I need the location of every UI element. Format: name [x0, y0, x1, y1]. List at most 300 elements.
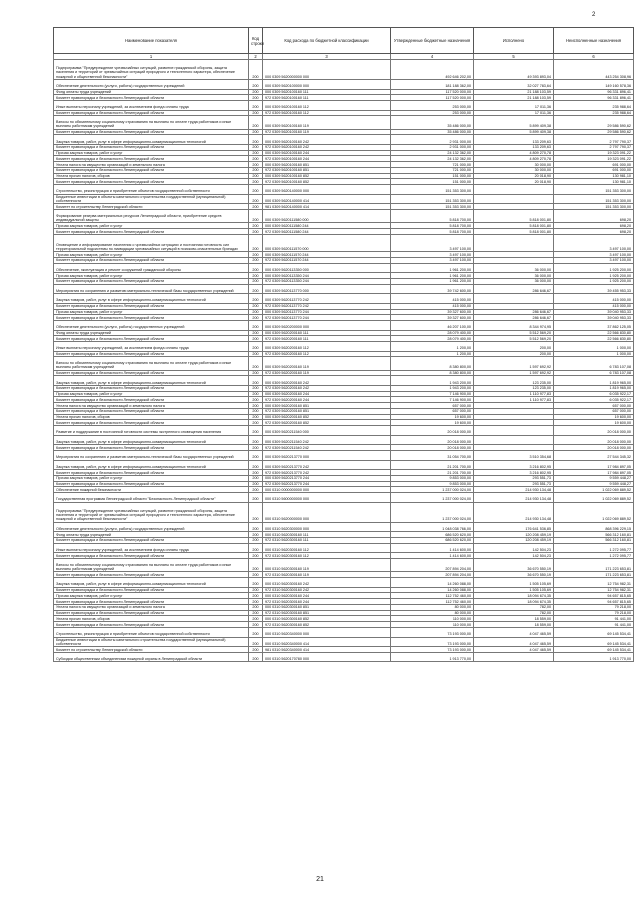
row-classification: 000 0309 5620200160 112 — [263, 342, 391, 352]
row-approved: 80 000,00 — [391, 610, 474, 616]
row-executed: 200,00 — [474, 351, 554, 357]
row-line-code: 200 — [249, 263, 263, 273]
row-unexecuted: 1 000,00 — [554, 342, 634, 352]
row-executed: 4 047 465,59 — [474, 637, 554, 647]
row-classification: 000 0309 5620100160 852 — [263, 173, 391, 179]
row-classification: 000 0309 5620200160 852 — [263, 414, 391, 420]
row-executed: 18 559,00 — [474, 616, 554, 622]
row-unexecuted: 657 000,00 — [554, 408, 634, 414]
row-line-code: 200 — [249, 616, 263, 622]
row-classification: 972 0310 5620300160 851 — [263, 610, 391, 616]
row-approved: 7 146 900,00 — [391, 397, 474, 403]
row-executed — [474, 234, 554, 251]
row-unexecuted: 151 353 300,00 — [554, 204, 634, 210]
row-classification: 000 0309 5620200160 111 — [263, 330, 391, 336]
row-approved: 31 054 700,00 — [391, 451, 474, 461]
table-row — [54, 543, 634, 553]
row-name: Иные выплаты персоналу учреждений, за исключением фонда оплаты труда — [54, 342, 249, 352]
header-line-code: Код строки — [249, 28, 263, 54]
row-executed: 1 505 105,69 — [474, 587, 554, 593]
row-executed: 123 235,00 — [474, 385, 554, 391]
row-unexecuted: 1 819 965,00 — [554, 385, 634, 391]
row-line-code: 200 — [249, 156, 263, 162]
row-executed: 1 597 692,92 — [474, 357, 554, 370]
row-name: Комитет правопорядка и безопасности Ленинградской области — [54, 156, 249, 162]
row-line-code: 200 — [249, 397, 263, 403]
row-classification: 972 0310 5620300160 112 — [263, 553, 391, 559]
row-approved: 151 353 300,00 — [391, 204, 474, 210]
row-name: Фонд оплаты труда учреждений — [54, 89, 249, 95]
row-line-code: 200 — [249, 502, 263, 522]
row-line-code: 200 — [249, 80, 263, 90]
row-executed: 1 110 977,83 — [474, 397, 554, 403]
col-number: 4 — [391, 54, 474, 60]
row-executed: 17 011,36 — [474, 101, 554, 111]
row-classification: 972 0309 5620111570 244 — [263, 257, 391, 263]
row-executed: 142 504,23 — [474, 543, 554, 553]
row-name: Комитет правопорядка и безопасности Ленинградской области — [54, 622, 249, 628]
row-executed: 18 094 674,35 — [474, 599, 554, 605]
row-unexecuted: 151 353 300,00 — [554, 194, 634, 204]
row-line-code: 200 — [249, 210, 263, 223]
row-approved: 9 853 000,00 — [391, 481, 474, 487]
row-line-code: 200 — [249, 376, 263, 386]
row-executed: 3 216 802,95 — [474, 470, 554, 476]
row-line-code: 200 — [249, 553, 263, 559]
row-unexecuted: 22 566 830,80 — [554, 330, 634, 336]
row-executed: 21 188 103,59 — [474, 95, 554, 101]
row-classification: 972 0309 5620200160 851 — [263, 408, 391, 414]
row-unexecuted: 79 218,00 — [554, 610, 634, 616]
row-name: Прочая закупка товаров, работ и услуг — [54, 223, 249, 229]
row-executed: 293 551,73 — [474, 481, 554, 487]
row-unexecuted: 3 497 100,00 — [554, 257, 634, 263]
row-approved: 117 520 000,00 — [391, 95, 474, 101]
row-unexecuted: 3 497 100,00 — [554, 252, 634, 258]
row-classification: 972 0309 5620113350 244 — [263, 278, 391, 284]
row-approved: 151 353 300,00 — [391, 185, 474, 195]
row-approved: 2 931 000,00 — [391, 135, 474, 145]
row-executed: 782,00 — [474, 610, 554, 616]
row-line-code: 200 — [249, 487, 263, 493]
row-line-code: 200 — [249, 204, 263, 210]
row-unexecuted: 69 145 534,41 — [554, 627, 634, 637]
row-name: Подпрограмма "Предупреждение чрезвычайных ситуаций, развитие гражданской обороны, защита населения и территорий от чрезвычайных ситуаций природного и техногенного характера, обеспечение пожарной и общественной безопасности" — [54, 60, 249, 80]
row-unexecuted: 171 223 653,81 — [554, 572, 634, 578]
row-classification: 000 0309 5620111580 000 — [263, 210, 391, 223]
row-line-code: 200 — [249, 342, 263, 352]
row-line-code: 200 — [249, 357, 263, 370]
row-name: Уплата прочих налогов, сборов — [54, 616, 249, 622]
row-approved: 1 237 000 024,00 — [391, 502, 474, 522]
row-line-code: 200 — [249, 408, 263, 414]
row-unexecuted: 29 586 590,62 — [554, 116, 634, 129]
row-approved: 19 600,00 — [391, 414, 474, 420]
table-row — [54, 185, 634, 195]
row-line-code: 200 — [249, 637, 263, 647]
row-approved: 21 201 700,00 — [391, 460, 474, 470]
row-name: Комитет правопорядка и безопасности Ленинградской области — [54, 110, 249, 116]
row-line-code: 200 — [249, 538, 263, 544]
row-name: Комитет правопорядка и безопасности Ленинградской области — [54, 179, 249, 185]
table-row — [54, 627, 634, 637]
row-unexecuted: 1 925 200,00 — [554, 263, 634, 273]
row-name: Прочая закупка товаров, работ и услуг — [54, 391, 249, 397]
row-classification: 000 0310 5620300000 000 — [263, 522, 391, 532]
row-classification: 000 0310 5620300160 852 — [263, 616, 391, 622]
row-executed: 5 899 409,38 — [474, 116, 554, 129]
row-unexecuted: 20 018 000,00 — [554, 445, 634, 451]
row-classification: 981 0309 5620140000 414 — [263, 204, 391, 210]
row-unexecuted: 149 160 578,36 — [554, 80, 634, 90]
row-line-code: 200 — [249, 223, 263, 229]
row-unexecuted: 69 145 534,41 — [554, 647, 634, 653]
row-approved: 73 193 000,00 — [391, 627, 474, 637]
row-classification: 972 0309 5620211540 242 — [263, 445, 391, 451]
row-classification: 972 0310 5620300160 111 — [263, 538, 391, 544]
row-name: Формирование резерва материальных ресурсов Ленинградской области, приобретение средств индивидуальной защиты — [54, 210, 249, 223]
row-classification: 972 0310 5620300160 242 — [263, 587, 391, 593]
table-row — [54, 357, 634, 370]
row-classification: 972 0309 5620200160 852 — [263, 420, 391, 426]
row-approved: 181 188 362,00 — [391, 80, 474, 90]
row-name: Уплата прочих налогов, сборов — [54, 173, 249, 179]
row-classification: 972 0309 5620200160 242 — [263, 385, 391, 391]
row-name: Прочая закупка товаров, работ и услуг — [54, 475, 249, 481]
row-classification: 000 0309 5620111570 244 — [263, 252, 391, 258]
row-name: Строительство, реконструкция и приобретение объектов государственной собственности — [54, 185, 249, 195]
row-classification: 000 0309 5620100160 244 — [263, 150, 391, 156]
row-classification: 000 0309 5620113770 244 — [263, 309, 391, 315]
table-row — [54, 652, 634, 662]
row-approved: 21 201 700,00 — [391, 470, 474, 476]
row-classification: 000 0310 0000000000 000 — [263, 487, 391, 493]
row-unexecuted: 19 323 091,22 — [554, 156, 634, 162]
row-name: Прочая закупка товаров, работ и услуг — [54, 150, 249, 156]
row-unexecuted: 235 988,64 — [554, 110, 634, 116]
row-executed: 133 209,63 — [474, 144, 554, 150]
row-name: Закупка товаров, работ, услуг в сфере информационно-коммуникационных технологий — [54, 135, 249, 145]
row-classification: 000 0309 5620100160 111 — [263, 89, 391, 95]
row-name: Комитет правопорядка и безопасности Ленинградской области — [54, 587, 249, 593]
row-classification: 000 0309 5620100160 112 — [263, 101, 391, 111]
row-approved: 1 200,00 — [391, 351, 474, 357]
row-unexecuted: 1 272 095,77 — [554, 543, 634, 553]
row-classification: 972 0309 5620213770 242 — [263, 470, 391, 476]
row-unexecuted: 29 586 590,62 — [554, 129, 634, 135]
row-unexecuted: 235 988,64 — [554, 101, 634, 111]
row-line-code: 200 — [249, 403, 263, 409]
row-classification: 000 0310 5620300160 851 — [263, 604, 391, 610]
row-classification: 972 0309 5620100160 112 — [263, 110, 391, 116]
row-approved: 1 961 200,00 — [391, 278, 474, 284]
row-classification: 000 0310 5620170780 000 — [263, 652, 391, 662]
row-unexecuted: 19 323 091,22 — [554, 150, 634, 156]
row-line-code: 200 — [249, 572, 263, 578]
row-classification: 000 0309 5620113770 000 — [263, 284, 391, 294]
row-line-code: 200 — [249, 303, 263, 309]
row-unexecuted: 698,20 — [554, 223, 634, 229]
row-name: Комитет правопорядка и безопасности Ленинградской области — [54, 129, 249, 135]
row-unexecuted: 1 913 770,00 — [554, 652, 634, 662]
row-unexecuted: 96 331 896,41 — [554, 95, 634, 101]
row-executed: 17 011,36 — [474, 110, 554, 116]
row-executed: 286 646,67 — [474, 315, 554, 321]
row-line-code: 200 — [249, 460, 263, 470]
row-executed: 5 818 001,80 — [474, 223, 554, 229]
row-approved: 721 000,00 — [391, 162, 474, 168]
row-line-code: 200 — [249, 278, 263, 284]
table-row — [54, 234, 634, 251]
row-line-code: 200 — [249, 522, 263, 532]
row-executed: 1 110 977,83 — [474, 391, 554, 397]
header-row — [54, 28, 634, 54]
row-classification: 000 0309 5620140000 414 — [263, 194, 391, 204]
row-approved: 253 000,00 — [391, 110, 474, 116]
row-unexecuted: 2 797 790,37 — [554, 135, 634, 145]
row-line-code: 200 — [249, 229, 263, 235]
header-unexecuted: Неисполненные назначения — [554, 28, 634, 54]
row-line-code: 200 — [249, 252, 263, 258]
row-line-code: 200 — [249, 578, 263, 588]
row-executed — [474, 185, 554, 195]
row-unexecuted: 94 657 815,65 — [554, 593, 634, 599]
row-classification: 000 0309 5620211540 000 — [263, 426, 391, 436]
row-line-code: 200 — [249, 330, 263, 336]
row-line-code: 200 — [249, 622, 263, 628]
row-approved: 24 132 362,00 — [391, 150, 474, 156]
row-classification: 000 0309 5620213770 244 — [263, 475, 391, 481]
row-line-code: 200 — [249, 652, 263, 662]
row-classification: 972 0309 5620200160 111 — [263, 336, 391, 342]
col-number: 6 — [554, 54, 634, 60]
row-executed: 30 000,00 — [474, 162, 554, 168]
row-name: Закупка товаров, работ, услуг в сфере информационно-коммуникационных технологий — [54, 435, 249, 445]
table-row — [54, 60, 634, 80]
row-approved: 8 380 800,00 — [391, 370, 474, 376]
row-unexecuted: 1 272 095,77 — [554, 553, 634, 559]
row-unexecuted: 698,20 — [554, 210, 634, 223]
row-name: Взносы по обязательному социальному страхованию на выплаты по оплате труда работников и иные выплаты работникам учреждений — [54, 116, 249, 129]
row-line-code: 200 — [249, 481, 263, 487]
row-approved: 3 497 100,00 — [391, 234, 474, 251]
row-classification: 000 0310 5620300160 242 — [263, 578, 391, 588]
budget-execution-table — [53, 27, 634, 662]
row-name: Прочая закупка товаров, работ и услуг — [54, 273, 249, 279]
row-approved: 14 260 088,00 — [391, 578, 474, 588]
row-classification: 000 0310 5620340000 000 — [263, 627, 391, 637]
row-line-code: 200 — [249, 273, 263, 279]
row-name: Комитет правопорядка и безопасности Ленинградской области — [54, 553, 249, 559]
row-approved: 1 237 000 024,00 — [391, 487, 474, 493]
col-number: 3 — [263, 54, 391, 60]
row-name: Оповещение и информирование населения о чрезвычайных ситуациях и постоянная готовность сил территориальной подсистемы по ликвидации чрезвычайных ситуаций в поисково-спасательных бригадах — [54, 234, 249, 251]
row-unexecuted: 1 000,00 — [554, 351, 634, 357]
row-name: Прочая закупка товаров, работ и услуг — [54, 309, 249, 315]
row-classification: 000 0309 5620111580 244 — [263, 223, 391, 229]
row-approved: 28 079 400,00 — [391, 330, 474, 336]
header-executed: Исполнено — [474, 28, 554, 54]
row-approved: 1 943 200,00 — [391, 376, 474, 386]
row-approved: 112 752 460,00 — [391, 593, 474, 599]
table-row — [54, 493, 634, 503]
table-row — [54, 342, 634, 352]
row-unexecuted: 6 783 107,08 — [554, 370, 634, 376]
row-approved: 19 600,00 — [391, 420, 474, 426]
row-line-code: 200 — [249, 385, 263, 391]
row-approved: 112 752 460,00 — [391, 599, 474, 605]
row-unexecuted: 39 040 953,33 — [554, 315, 634, 321]
row-line-code: 200 — [249, 426, 263, 436]
row-executed: 214 930 134,48 — [474, 487, 554, 493]
row-line-code: 200 — [249, 135, 263, 145]
row-classification: 000 0309 5620000000 000 — [263, 60, 391, 80]
row-line-code: 200 — [249, 179, 263, 185]
row-name: Подпрограмма "Предупреждение чрезвычайных ситуаций, развитие гражданской обороны, защита населения и территорий от чрезвычайных ситуаций природного и техногенного характера, обеспечение пожарной и общественной безопасности" — [54, 502, 249, 522]
row-name: Комитет правопорядка и безопасности Ленинградской области — [54, 257, 249, 263]
row-name: Развитие и поддержание в постоянной готовности системы экстренного оповещения населения — [54, 426, 249, 436]
row-unexecuted: 6 035 922,17 — [554, 391, 634, 397]
row-classification: 972 0309 5620100160 852 — [263, 179, 391, 185]
row-approved: 151 000,00 — [391, 179, 474, 185]
row-unexecuted: 20 018 000,00 — [554, 426, 634, 436]
row-unexecuted: 130 981,10 — [554, 179, 634, 185]
row-executed: 36 000,00 — [474, 273, 554, 279]
row-approved: 28 079 400,00 — [391, 336, 474, 342]
row-name: Комитет правопорядка и безопасности Ленинградской области — [54, 303, 249, 309]
row-line-code: 200 — [249, 60, 263, 80]
row-line-code: 200 — [249, 559, 263, 572]
row-approved: 5 818 700,00 — [391, 223, 474, 229]
row-executed: 200,00 — [474, 342, 554, 352]
row-classification: 972 0310 5620300160 852 — [263, 622, 391, 628]
row-approved: 721 000,00 — [391, 167, 474, 173]
row-unexecuted: 20 018 000,00 — [554, 435, 634, 445]
row-approved: 80 000,00 — [391, 604, 474, 610]
row-classification: 000 0309 5620200160 244 — [263, 391, 391, 397]
row-executed: 5 899 409,38 — [474, 129, 554, 135]
table-row — [54, 578, 634, 588]
row-line-code: 200 — [249, 234, 263, 251]
row-line-code: 200 — [249, 435, 263, 445]
row-unexecuted: 566 312 160,81 — [554, 538, 634, 544]
table-row — [54, 426, 634, 436]
table-row — [54, 263, 634, 273]
row-unexecuted: 94 657 815,65 — [554, 599, 634, 605]
table-row — [54, 637, 634, 647]
row-approved: 35 486 000,00 — [391, 116, 474, 129]
col-number: 1 — [54, 54, 249, 60]
row-line-code: 200 — [249, 150, 263, 156]
table-row — [54, 284, 634, 294]
row-unexecuted: 868 396 229,15 — [554, 522, 634, 532]
row-unexecuted: 37 862 125,05 — [554, 321, 634, 331]
row-name: Взносы по обязательному социальному страхованию на выплаты по оплате труда работников и иные выплаты работникам учреждений — [54, 559, 249, 572]
row-name: Государственная программа Ленинградской области "Безопасность Ленинградской области" — [54, 493, 249, 503]
row-line-code: 200 — [249, 493, 263, 503]
row-classification: 972 0309 5620100160 242 — [263, 144, 391, 150]
row-classification: 000 0309 5620100160 119 — [263, 116, 391, 129]
table-row — [54, 502, 634, 522]
row-approved: 492 646 202,00 — [391, 60, 474, 80]
row-unexecuted: 27 544 345,32 — [554, 451, 634, 461]
row-approved: 39 327 600,00 — [391, 309, 474, 315]
row-classification: 000 0309 5620100000 000 — [263, 80, 391, 90]
row-approved: 207 894 204,00 — [391, 572, 474, 578]
row-executed: 49 393 893,04 — [474, 60, 554, 80]
table-row — [54, 101, 634, 111]
row-executed: 32 027 783,64 — [474, 80, 554, 90]
row-approved: 151 000,00 — [391, 173, 474, 179]
row-line-code: 200 — [249, 445, 263, 451]
row-name: Комитет по строительству Ленинградской области — [54, 204, 249, 210]
row-classification: 000 0310 5620000000 000 — [263, 502, 391, 522]
row-executed — [474, 435, 554, 445]
row-executed: 142 504,23 — [474, 553, 554, 559]
row-line-code: 200 — [249, 321, 263, 331]
row-unexecuted: 12 754 982,31 — [554, 587, 634, 593]
row-name: Комитет правопорядка и безопасности Ленинградской области — [54, 599, 249, 605]
row-classification: 000 0309 5620100160 242 — [263, 135, 391, 145]
row-executed: 286 646,67 — [474, 309, 554, 315]
row-executed: 3 510 354,68 — [474, 451, 554, 461]
row-classification: 972 0309 5620200160 112 — [263, 351, 391, 357]
row-line-code: 200 — [249, 101, 263, 111]
row-approved: 3 497 100,00 — [391, 252, 474, 258]
row-unexecuted: 691 000,00 — [554, 167, 634, 173]
row-approved: 1 913 770,00 — [391, 652, 474, 662]
row-name: Обеспечение пожарной безопасности — [54, 487, 249, 493]
row-executed: 20 018,90 — [474, 179, 554, 185]
row-name: Взносы по обязательному социальному страхованию на выплаты по оплате труда работников и иные выплаты работникам учреждений — [54, 357, 249, 370]
row-name: Комитет правопорядка и безопасности Ленинградской области — [54, 229, 249, 235]
row-classification: 981 0310 5620340000 414 — [263, 647, 391, 653]
row-approved: 151 353 300,00 — [391, 194, 474, 204]
row-name: Фонд оплаты труда учреждений — [54, 532, 249, 538]
row-approved: 415 000,00 — [391, 303, 474, 309]
row-classification: 972 0309 5620113770 244 — [263, 315, 391, 321]
row-classification: 000 0310 5620300160 244 — [263, 593, 391, 599]
row-unexecuted: 3 497 100,00 — [554, 234, 634, 251]
row-executed: 36 670 550,19 — [474, 572, 554, 578]
row-approved: 5 818 700,00 — [391, 229, 474, 235]
row-executed: 21 188 103,59 — [474, 89, 554, 95]
row-name: Иные выплаты персоналу учреждений, за исключением фонда оплаты труда — [54, 101, 249, 111]
row-name: Комитет правопорядка и безопасности Ленинградской области — [54, 470, 249, 476]
row-line-code: 200 — [249, 627, 263, 637]
row-executed — [474, 652, 554, 662]
row-name: Уплата налога на имущество организаций и земельного налога — [54, 604, 249, 610]
row-classification: 000 0309 5620200000 000 — [263, 321, 391, 331]
row-name: Обеспечение, эксплуатация и ремонт сооружений гражданской обороны — [54, 263, 249, 273]
row-line-code: 200 — [249, 129, 263, 135]
row-classification: 000 0309 5620213770 242 — [263, 460, 391, 470]
row-name: Закупка товаров, работ, услуг в сфере информационно-коммуникационных технологий — [54, 376, 249, 386]
row-name: Комитет правопорядка и безопасности Ленинградской области — [54, 351, 249, 357]
row-name: Комитет правопорядка и безопасности Ленинградской области — [54, 95, 249, 101]
row-approved: 9 853 000,00 — [391, 475, 474, 481]
row-unexecuted: 1 022 069 889,52 — [554, 502, 634, 522]
row-approved: 117 520 000,00 — [391, 89, 474, 95]
row-approved: 14 260 088,00 — [391, 587, 474, 593]
row-unexecuted: 39 040 953,33 — [554, 309, 634, 315]
table-row — [54, 210, 634, 223]
row-classification: 972 0309 5620100160 111 — [263, 95, 391, 101]
row-classification: 000 0309 5620213770 000 — [263, 451, 391, 461]
row-classification: 000 0310 5620300160 119 — [263, 559, 391, 572]
row-executed: 782,00 — [474, 604, 554, 610]
table-row — [54, 376, 634, 386]
